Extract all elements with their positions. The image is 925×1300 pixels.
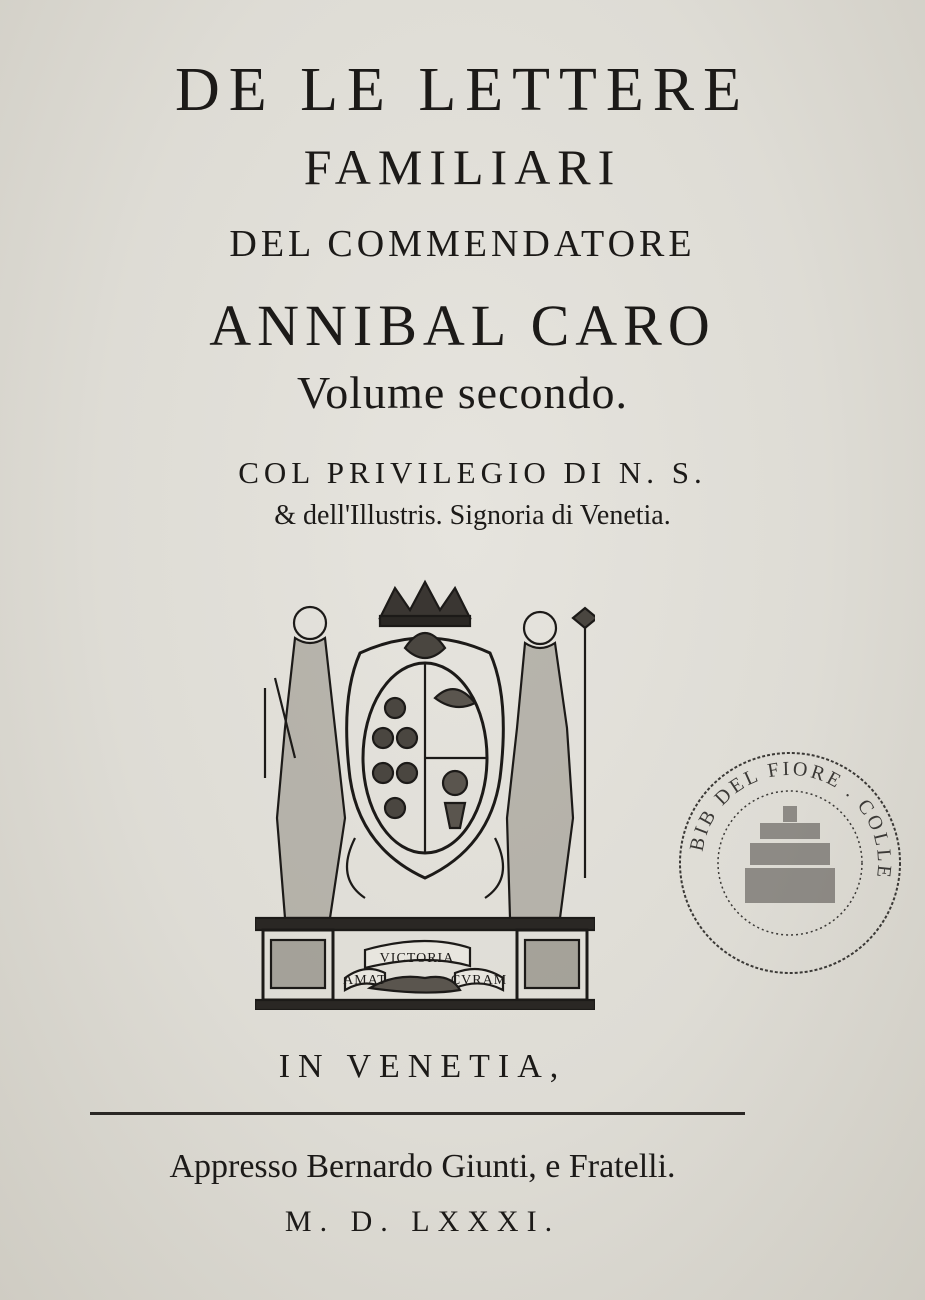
privilege-line-1: COL PRIVILEGIO DI N. S. — [238, 455, 707, 490]
motto-banner-text: VICTORIA — [379, 951, 455, 966]
imprint-place: IN VENETIA, — [278, 1048, 567, 1085]
motto-right-text: CVRAM — [450, 973, 508, 988]
publication-year: M. D. LXXXI. — [284, 1205, 561, 1238]
library-stamp — [675, 748, 905, 978]
imprint-rule — [90, 1112, 745, 1115]
stamp-emblem-icon — [745, 806, 835, 903]
title-line-3: DEL COMMENDATORE — [229, 223, 696, 265]
title-line-1: DE LE LETTERE — [175, 56, 750, 124]
privilege-line-2: & dell'Illustris. Signoria di Venetia. — [274, 500, 671, 531]
publisher-line: Appresso Bernardo Giunti, e Fratelli. — [169, 1148, 676, 1185]
title-line-2: FAMILIARI — [303, 139, 622, 195]
stamp-ring-text: BIB DEL FIORE . COLLE — [685, 757, 896, 882]
coat-of-arms-woodcut — [255, 578, 595, 1010]
author-name: ANNIBAL CARO — [209, 293, 716, 358]
motto-left-text: AMAT — [343, 973, 387, 988]
volume-label: Volume secondo. — [296, 367, 628, 418]
